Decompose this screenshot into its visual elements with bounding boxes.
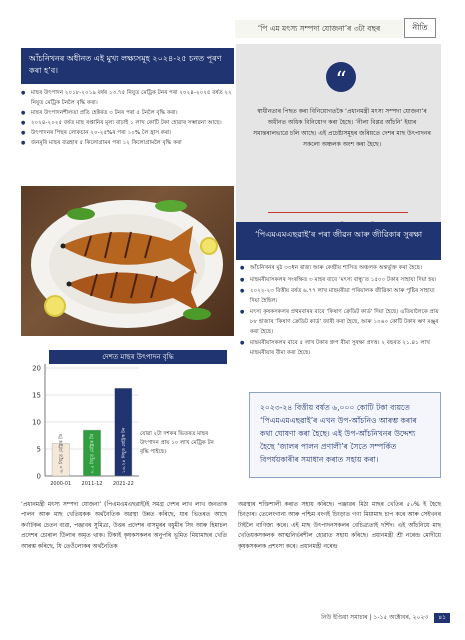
body-text-right: অৱস্থাৰ শক্তিশালী কৰাত সহায় কৰিছে। পঞ্জাৱৰ মিঠা মাছৰ খেতিৰ ৫০% ই হৈছে চিংড়াৰ। তেলেংগানা আৰু পশ্চিম বংগই চিংড়াত গণ্য মিয়ামাছ চাপ কৰে আৰু সেইখনৰ টাইলৈ বাণিজ্য কৰে। এই মাছ উৎপাদনসকলৰ বেচিত্ৰ্যতাই দৰ্শিদ। এই আঁচনিয়ে মাছ খেতিয়কসকলক আত্মনিৰ্ভৰশীল হোৱাত সহায় কৰিছে। প্ৰধানমন্ত্ৰী শ্ৰী নৰেন্দ্ৰ মোদীয়ে কৃষকসকলক প্ৰশংসা কৰে। প্ৰধানমন্ত্ৰী নৰেন্দ্ৰ <box>238 502 441 550</box>
quote-text: স্বাধীনতাৰ পিছত কৰা বিনিয়োগতকৈ ‘প্ৰধানমন্ত্ৰী মৎস্য সম্পদা যোজনা’ৰ অধীনত অধিক বিনিয়োগ কৰা হৈছে। ‘নীলা বিপ্লৱ আঁচনি’ ইয়াৰ সমান্তৰালভাৱে চলি আছে। এই প্ৰচেষ্টাসমূহৰ জৰিয়তে দেশৰ মাছ উৎপাদনৰ সকলো অঞ্চলক অংশ কৰা হৈছে। <box>253 108 431 148</box>
fish-production-chart <box>21 340 234 495</box>
herb-leaf <box>183 308 211 320</box>
chart-title: দেশত মাছৰ উৎপাদন বৃদ্ধি <box>49 350 227 364</box>
lemon-slice <box>45 296 65 316</box>
chart-note: যোৱা ২টা দশকৰ ভিতৰত মাছৰ উৎপাদন প্ৰায় ১০ লাখ মেট্ৰিক টন বৃদ্ধি পাইছে। <box>140 431 214 455</box>
issue-date: ১-১৫ অক্টোবৰ, ২০২৩ <box>373 614 429 621</box>
list-item: ● ২০২২-২৩ বিত্তীয় বৰ্ষত ৬.৭৭ লাখ মাছমৰীয়া পৰিয়ালক জীৱিকা আৰু পুষ্টিৰ সাহায্য দিয়া হৈছিল। <box>240 287 440 306</box>
list-item: ● আঁচনিখনৰ মুঠ ৩৩ধন ৰাজ্য আৰু কেন্দ্ৰীয় শাসিত অঞ্চলক অন্তৰ্ভুক্ত কৰা হৈছে। <box>240 264 440 274</box>
y-tick-label: 10 <box>32 418 41 427</box>
targets-list <box>21 88 234 148</box>
y-tick-label: 5 <box>36 445 41 454</box>
sub-scheme-callout: ২০২৩-২৪ বিত্তীয় বৰ্ষত ৬,০০০ কোটি টকা ব্যয়তে ‘পিএমএমএছৱাই’ৰ এখন উপ-আঁচনিও আৰম্ভ কৰাৰ কথা ঘোষণা কৰা হৈছে। এই উপ-আঁচনিখনৰ উদ্দেশ্য হৈছে ‘জালৰ পালন প্ৰণালী’ৰ সৈতে সম্পৰ্কিত বিপৰ্যয়কাৰীৰ সমাধান কৰাত সহায় কৰা। <box>249 392 441 478</box>
fish-eye <box>61 244 66 249</box>
herb-leaf <box>67 208 95 220</box>
y-tick-label: 15 <box>32 391 41 400</box>
y-tick-label: 20 <box>32 364 41 373</box>
y-tick-label: 0 <box>36 472 41 481</box>
grilled-fish-photo <box>21 186 234 336</box>
list-item: ● ২০২৪-২০২৫ বৰ্ষত মাছ ৰপ্তানিৰ মূল্য বাঢ়াই ১ লাখ কোটি টকা হোৱাৰ সম্ভাৱনা আছে। <box>21 118 234 128</box>
section-tab: নীতি <box>404 18 436 38</box>
list-item: ● জনমূৰি মাছৰ ব্যৱহাৰ ৫ কিলোগ্ৰামৰ পৰা ১২ কিলোগ্ৰামলৈ বৃদ্ধি কৰা <box>21 138 234 148</box>
quote-icon: “ <box>326 62 356 92</box>
livelihood-heading: ‘পিএমএমএছৱাই’ৰ পৰা জীৱন আৰু জীৱিকাৰ সুৰক্ষা <box>236 222 441 260</box>
list-item: ● মাছমৰীয়াসকলৰ সংৰক্ষিত ৩ মাহৰ বাবে ‘মৎস্য বান্ধু’ত ১৫০০ টকাৰ সাহায্য দিয়া হয়। <box>240 276 440 286</box>
list-item: ● উৎপাদনৰ পিছৰ লোকচান ২০-২৫%ৰ পৰা ১০% লৈ হ্ৰাস কৰা। <box>21 128 234 138</box>
page-number: ৪১ <box>434 613 450 623</box>
x-tick-label: 2021-22 <box>112 481 134 487</box>
list-item: ● মাছৰ উৎপাদন ২০১৮-২০১৯ বৰ্ষৰ ১৩.৭৫ নিযুত মেট্ৰিক টনৰ পৰা ২০২৪-২০২৫ বৰ্ষত ২২ নিযুত মেট্ৰিক টনলৈ বৃদ্ধি কৰা। <box>21 88 234 108</box>
list-item: ● মাছৰ উৎপাদনশীলতা প্ৰতি হেক্টৰত ৩ টনৰ পৰা ৫ টনলৈ বৃদ্ধি কৰা। <box>21 108 234 118</box>
x-tick-label: 2000-01 <box>50 481 72 487</box>
targets-heading: আঁচনিখনৰ অধীনত এই মুখ্য লক্ষ্যসমূহ ২০২৪-২৫ চনত পূৰণ কৰা হ’ব। <box>21 48 234 84</box>
lemon-slice <box>201 238 217 254</box>
list-item: ● মাছমৰীয়াসকলৰ বাবে ৫ লাখ টকাৰ গ্ৰুপ বীমা সুৰক্ষা প্ৰদত্ত। ২ বছৰত ২১.৪১ লাখ মাছমৰীয়াৰ বীমা কৰা হৈছে। <box>240 339 440 358</box>
fish-eye <box>67 282 72 287</box>
pm-quote-box <box>236 44 441 244</box>
x-tick-label: 2011-12 <box>81 481 103 487</box>
quote-divider <box>268 212 408 213</box>
body-text-left: ‘প্ৰধানমন্ত্ৰী মৎস্য সম্পদা যোজনা’ (পিএমএমএছৱাই)ই সমগ্ৰ দেশৰ লাখ লাখ জনতাক পালন আৰু মাছ খেতিয়কক অৰ্থনৈতিক অৱস্থা উন্নত কৰিছে, যাৰ ভিতৰত আছে কৰ্ণাটকৰ চেতন বাৱা, পঞ্জাবৰ সুমিত্ৰা, উত্তৰ প্ৰদেশৰ বাসমুৰৰ বধুমীৰ সিং আৰু হিমাচল প্ৰদেশৰ চোৰাল উিলাৰ অমৃত থাক। টিকাই কৃষকসকলৰ অনুপৰি ভূমিত মিয়ামাছৰ খেতি আৰম্ভ কৰিছে, যি তেওঁলোকৰ অৰ্থনৈতিক <box>21 502 227 550</box>
grilled-fish-illustration <box>21 186 234 336</box>
livelihood-list <box>240 264 440 360</box>
herb-leaf <box>155 200 187 212</box>
bar-data-label: ১৬.২৪ নিযুত মেট্ৰিক টন <box>121 427 127 473</box>
running-title: ‘পি এম মৎস্য সম্পদা যোজনা’ৰ ৩টা বছৰ <box>235 20 403 38</box>
bar-data-label: ৬.০ নিযুত মেট্ৰিক টন <box>59 433 65 473</box>
list-item: ● মৎস্য কৃষকসকলৰ প্ৰথমবাৰৰ বাবে ‘কিষাণ ক্ৰেডিট কাৰ্ড’ দিয়া হৈছে। এতিয়ালৈকে প্ৰায় ৮৮ হাজাৰ ‘কিষাণ ক্ৰেডিট কাৰ্ড’ জাৰী কৰা হৈছে, আৰু ১০৬০ কোটি টকাৰ ঋণ মঞ্জুৰ কৰা হৈছে। <box>240 308 440 337</box>
page-footer: নিউ ইণ্ডিয়া সমাচাৰ | ১-১৫ অক্টোবৰ, ২০২৩ ৪১ <box>300 613 450 623</box>
bar-data-label: ৮.৫ নিযুত মেট্ৰিক টন <box>90 433 96 473</box>
publication-name: নিউ ইণ্ডিয়া সমাচাৰ <box>321 614 368 621</box>
